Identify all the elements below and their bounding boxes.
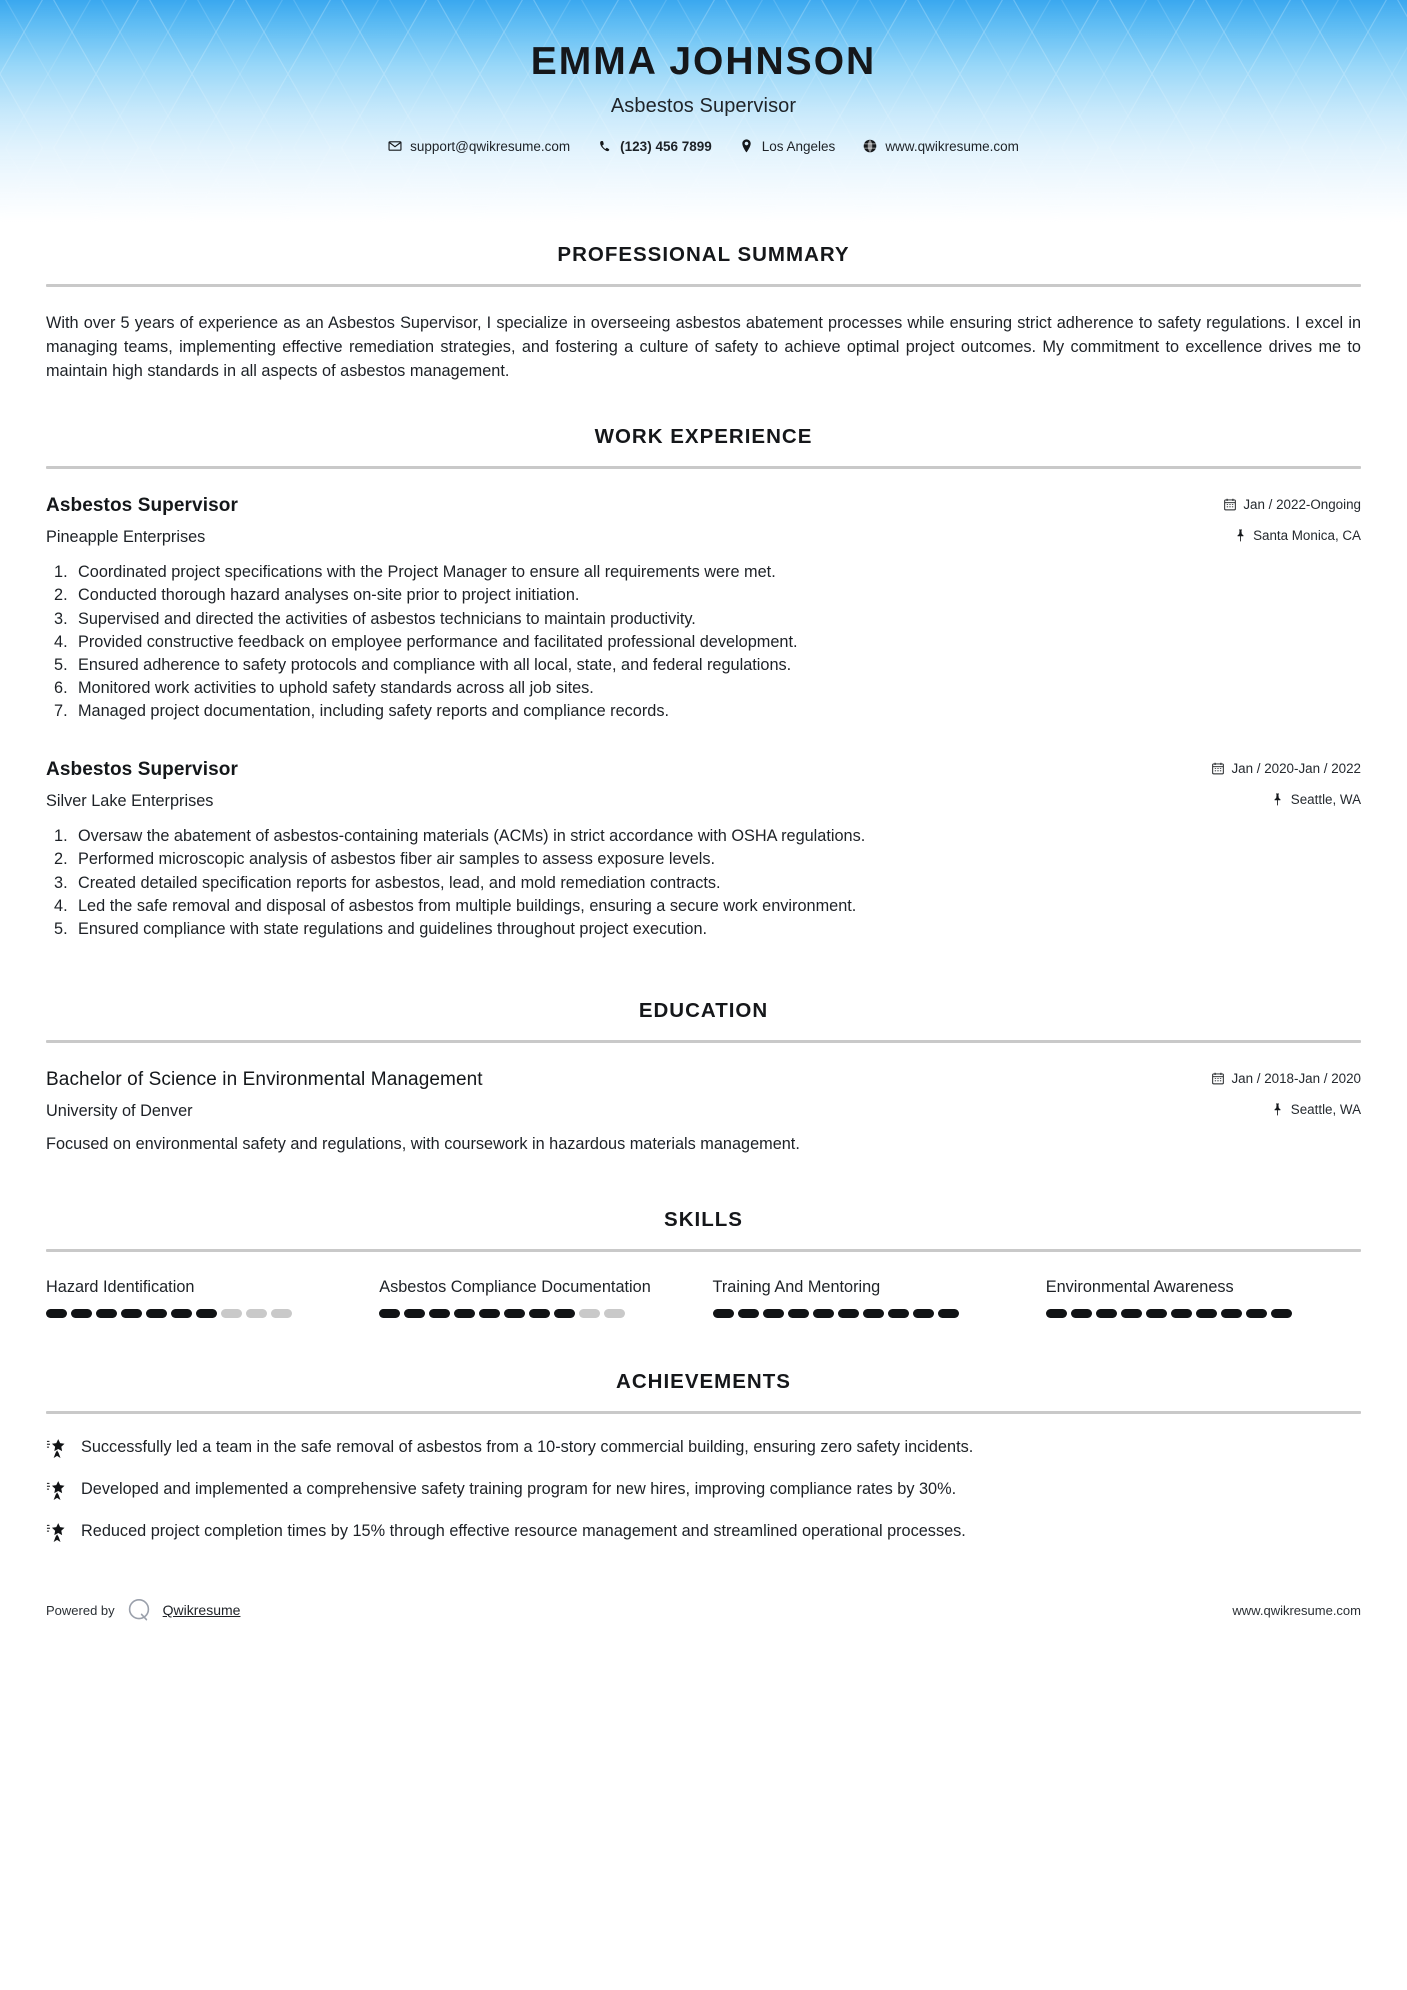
skill-rating-bar xyxy=(379,1309,694,1318)
skill-rating-segment xyxy=(788,1309,809,1318)
section-education xyxy=(46,941,1361,1156)
skill-item xyxy=(379,1277,694,1318)
skill-rating-segment xyxy=(1046,1309,1067,1318)
globe-icon xyxy=(863,139,877,153)
skill-rating-segment xyxy=(121,1309,142,1318)
achievement-item xyxy=(46,1436,1361,1459)
contact-location-text: Los Angeles xyxy=(761,138,836,154)
work-bullet-list xyxy=(46,561,1361,723)
work-bullet: Led the safe removal and disposal of asbestos from multiple buildings, ensuring a secure work environment. xyxy=(78,896,857,915)
skill-rating-segment xyxy=(838,1309,859,1318)
contact-website[interactable] xyxy=(849,139,1033,154)
section-divider xyxy=(46,1249,1361,1252)
map-pin-icon xyxy=(740,139,754,153)
work-bullet: Created detailed specification reports for asbestos, lead, and mold remediation contracts. xyxy=(78,873,721,892)
pushpin-icon xyxy=(1272,793,1284,806)
skill-rating-segment xyxy=(404,1309,425,1318)
section-title-education: EDUCATION xyxy=(638,999,769,1023)
achievements-list xyxy=(46,1436,1361,1543)
pushpin-icon xyxy=(1234,529,1246,542)
skill-rating-segment xyxy=(1246,1309,1267,1318)
section-title-summary: PROFESSIONAL SUMMARY xyxy=(557,243,850,266)
work-organization: Silver Lake Enterprises xyxy=(46,792,214,811)
work-date-text: Jan / 2020-Jan / 2022 xyxy=(1231,761,1361,777)
work-role: Asbestos Supervisor xyxy=(46,759,238,781)
skill-rating-segment xyxy=(863,1309,884,1318)
education-description: Focused on environmental safety and regulations, with coursework in hazardous materials management. xyxy=(46,1135,800,1154)
contact-phone[interactable] xyxy=(584,139,726,154)
work-entry-sub xyxy=(46,528,1361,547)
skill-rating-segment xyxy=(529,1309,550,1318)
work-bullet: Oversaw the abatement of asbestos-containing materials (ACMs) in strict accordance with OSHA regulations. xyxy=(78,827,866,846)
skill-rating-segment xyxy=(1121,1309,1142,1318)
skill-rating-segment xyxy=(554,1309,575,1318)
work-location-text: Seattle, WA xyxy=(1290,792,1361,808)
resume-footer xyxy=(0,1597,1407,1649)
education-school: University of Denver xyxy=(46,1102,193,1121)
contact-email-text: support@qwikresume.com xyxy=(410,138,571,154)
work-bullet: Ensured adherence to safety protocols and compliance with all local, state, and federal regulations. xyxy=(78,655,792,674)
skill-rating-segment xyxy=(1271,1309,1292,1318)
skill-rating-segment xyxy=(813,1309,834,1318)
skill-rating-segment xyxy=(146,1309,167,1318)
skill-rating-segment xyxy=(1171,1309,1192,1318)
skill-label: Environmental Awareness xyxy=(1045,1278,1234,1297)
education-entry xyxy=(46,1069,1361,1156)
candidate-name: EMMA JOHNSON xyxy=(530,40,877,83)
skill-rating-segment xyxy=(1221,1309,1242,1318)
skill-rating-bar xyxy=(46,1309,361,1318)
skill-label: Asbestos Compliance Documentation xyxy=(379,1278,651,1297)
education-entry-sub xyxy=(46,1102,1361,1121)
section-divider xyxy=(46,284,1361,287)
work-bullet: Ensured compliance with state regulations and guidelines throughout project execution. xyxy=(78,919,708,938)
achievement-text: Developed and implemented a comprehensive safety training program for new hires, improving compliance rates by 30%. xyxy=(81,1479,957,1498)
section-skills xyxy=(46,1156,1361,1318)
skill-label: Hazard Identification xyxy=(46,1278,195,1297)
skills-grid xyxy=(46,1277,1361,1318)
work-bullet: Managed project documentation, including safety reports and compliance records. xyxy=(78,702,669,721)
skill-rating-segment xyxy=(604,1309,625,1318)
education-degree: Bachelor of Science in Environmental Management xyxy=(46,1069,483,1091)
calendar-icon xyxy=(1224,498,1236,511)
skill-rating-segment xyxy=(1096,1309,1117,1318)
work-entry xyxy=(46,759,1361,941)
work-organization: Pineapple Enterprises xyxy=(46,528,206,547)
education-date xyxy=(1212,1071,1361,1086)
skill-item xyxy=(1046,1277,1361,1318)
skill-rating-segment xyxy=(888,1309,909,1318)
work-date xyxy=(1212,761,1361,776)
skill-rating-segment xyxy=(196,1309,217,1318)
work-bullet: Performed microscopic analysis of asbestos fiber air samples to assess exposure levels. xyxy=(78,850,716,869)
work-location xyxy=(1234,528,1361,543)
star-badge-icon xyxy=(46,1522,67,1543)
contact-email[interactable] xyxy=(374,139,584,154)
section-divider xyxy=(46,1411,1361,1414)
achievement-item xyxy=(46,1478,1361,1501)
phone-icon xyxy=(598,139,612,153)
contact-website-text: www.qwikresume.com xyxy=(885,138,1019,154)
skill-rating-segment xyxy=(1071,1309,1092,1318)
work-location xyxy=(1272,792,1361,807)
skill-rating-segment xyxy=(246,1309,267,1318)
footer-url: www.qwikresume.com xyxy=(1232,1602,1361,1618)
resume-header xyxy=(0,0,1407,222)
section-divider xyxy=(46,466,1361,469)
work-entry xyxy=(46,495,1361,723)
work-bullet: Monitored work activities to uphold safety standards across all job sites. xyxy=(78,679,594,698)
work-bullet: Supervised and directed the activities of asbestos technicians to maintain productivity. xyxy=(78,609,696,628)
work-bullet: Conducted thorough hazard analyses on-site prior to project initiation. xyxy=(78,586,580,605)
contact-row xyxy=(0,139,1407,154)
skill-rating-segment xyxy=(913,1309,934,1318)
calendar-icon xyxy=(1212,762,1224,775)
section-achievements xyxy=(46,1318,1361,1543)
candidate-job-title: Asbestos Supervisor xyxy=(610,94,797,117)
skill-item xyxy=(713,1277,1028,1318)
achievement-text: Successfully led a team in the safe removal of asbestos from a 10-story commercial building, ensuring zero safety incidents. xyxy=(81,1437,974,1456)
skill-rating-segment xyxy=(96,1309,117,1318)
work-bullet: Provided constructive feedback on employee performance and facilitated professional development. xyxy=(78,632,798,651)
section-divider xyxy=(46,1040,1361,1043)
work-entry-sub xyxy=(46,792,1361,811)
skill-rating-segment xyxy=(46,1309,67,1318)
achievement-text: Reduced project completion times by 15% through effective resource management and streamlined operational processes. xyxy=(81,1521,966,1540)
skill-rating-segment xyxy=(713,1309,734,1318)
calendar-icon xyxy=(1212,1072,1224,1085)
work-role: Asbestos Supervisor xyxy=(46,495,238,517)
work-entry-head xyxy=(46,759,1361,781)
skill-rating-segment xyxy=(938,1309,959,1318)
section-professional-summary xyxy=(46,222,1361,383)
section-title-skills: SKILLS xyxy=(664,1208,743,1232)
contact-phone-text: (123) 456 7899 xyxy=(620,138,712,154)
skill-item xyxy=(46,1277,361,1318)
summary-text: With over 5 years of experience as an Asbestos Supervisor, I specialize in overseeing asbestos abatement processes while ensuring strict adherence to safety regulations. I excel in managing teams, implementing effective remediation strategies, and fostering a culture of safety to achieve optimal project outcomes. My commitment to excellence drives me to maintain high standards in all aspects of asbestos management. xyxy=(46,314,1361,380)
skill-rating-segment xyxy=(454,1309,475,1318)
skill-rating-segment xyxy=(1196,1309,1217,1318)
skill-rating-segment xyxy=(171,1309,192,1318)
skill-rating-segment xyxy=(1146,1309,1167,1318)
contact-location xyxy=(726,139,850,154)
achievement-item xyxy=(46,1520,1361,1543)
pushpin-icon xyxy=(1272,1103,1284,1116)
education-location xyxy=(1272,1102,1361,1117)
star-badge-icon xyxy=(46,1480,67,1501)
skill-rating-segment xyxy=(379,1309,400,1318)
qwikresume-link[interactable]: Qwikresume xyxy=(162,1602,241,1619)
star-badge-icon xyxy=(46,1438,67,1459)
skill-rating-segment xyxy=(763,1309,784,1318)
skill-rating-segment xyxy=(738,1309,759,1318)
work-location-text: Santa Monica, CA xyxy=(1253,528,1361,544)
skill-label: Training And Mentoring xyxy=(712,1278,881,1297)
skill-rating-segment xyxy=(479,1309,500,1318)
skill-rating-bar xyxy=(713,1309,1028,1318)
section-work-experience xyxy=(46,383,1361,941)
work-bullet-list xyxy=(46,825,1361,941)
skill-rating-segment xyxy=(579,1309,600,1318)
skill-rating-bar xyxy=(1046,1309,1361,1318)
section-title-achievements: ACHIEVEMENTS xyxy=(616,1369,791,1393)
work-date xyxy=(1224,497,1361,512)
envelope-icon xyxy=(388,139,402,153)
skill-rating-segment xyxy=(221,1309,242,1318)
work-entry-head xyxy=(46,495,1361,517)
powered-by-label: Powered by xyxy=(46,1602,115,1618)
resume-body xyxy=(0,222,1407,1543)
footer-branding xyxy=(46,1597,240,1623)
education-date-text: Jan / 2018-Jan / 2020 xyxy=(1231,1071,1361,1087)
work-bullet: Coordinated project specifications with the Project Manager to ensure all requirements were met. xyxy=(78,563,776,582)
skill-rating-segment xyxy=(429,1309,450,1318)
skill-rating-segment xyxy=(271,1309,292,1318)
skill-rating-segment xyxy=(71,1309,92,1318)
skill-rating-segment xyxy=(504,1309,525,1318)
education-location-text: Seattle, WA xyxy=(1290,1102,1361,1118)
education-entry-head xyxy=(46,1069,1361,1091)
qwikresume-logo-icon xyxy=(126,1597,152,1623)
work-date-text: Jan / 2022-Ongoing xyxy=(1243,497,1361,513)
section-title-work: WORK EXPERIENCE xyxy=(594,425,813,449)
